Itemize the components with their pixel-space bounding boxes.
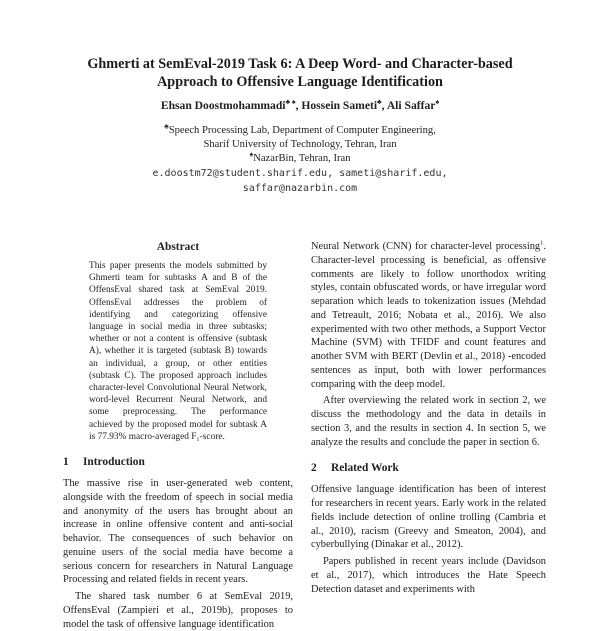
affiliation-mark: ♠ <box>435 98 440 107</box>
affiliation-mark: ♣ <box>164 122 169 131</box>
related-paragraph: Papers published in recent years include (Davidson et al., 2017), which introduces the Hate Speech Detection dataset and experiments with <box>311 556 546 595</box>
author-name: Hossein Sameti <box>301 99 378 112</box>
author-name: Ali Saffar <box>386 99 436 112</box>
affiliation-line: ♠NazarBin, Tehran, Iran <box>249 150 351 164</box>
email-line: saffar@nazarbin.com <box>242 183 358 194</box>
section-heading-related-work <box>311 461 546 475</box>
right-column <box>311 240 546 596</box>
author-line <box>40 99 560 113</box>
affiliation-line: ♣Speech Processing Lab, Department of Computer Engineering, <box>164 122 436 136</box>
section-number: 1 <box>63 456 69 469</box>
abstract-heading: Abstract <box>156 241 200 253</box>
paper-title: Ghmerti at SemEval-2019 Task 6: A Deep Word- and Character-based Approach to Offensive Language Identification <box>87 56 513 90</box>
intro-paragraph: The massive rise in user-generated web content, alongside with the freedom of speech in social media and anonymity of the users has brought about an increase in online offensive content and anti-social behavior. The consequences of such behavior on genuine users of the social media have become a serious concern for researchers in Natural Language Processing and related fields in recent years. <box>63 478 293 586</box>
cnn-paragraph: Neural Network (CNN) for character-level processing$^1$. Character-level processing is beneficial, as offensive comments are likely to follow unorthodox writing styles, contain obfuscated words, or have irregular word separation which leads to tokenization issues (Mehdad and Tetreault, 2016; Nobata et al., 2016). We also experimented with two other methods, a Support Vector Machine (SVM) with TFIDF and count features and another SVM with BERT (Devlin et al., 2018) -encoded sentences as input, both with lower performances comparing with the deep model. <box>311 239 546 390</box>
intro-paragraph: The shared task number 6 at SemEval 2019, OffensEval (Zampieri et al., 2019b), proposes to model the task of offensive language identification <box>63 591 293 630</box>
section-number: 2 <box>311 462 317 475</box>
footnote-mark: 1 <box>540 239 544 247</box>
section-title: Related Work <box>331 462 399 475</box>
section-title: Introduction <box>83 456 145 469</box>
email-line: e.doostm72@student.sharif.edu, sameti@sharif.edu, <box>152 168 448 179</box>
abstract-text: This paper presents the models submitted by Ghmerti team for subtasks A and B of the OffensEval shared task at SemEval 2019. OffensEval addresses the problem of identifying and categorizing offensive language in social media in three subtasks; whether or not a content is offensive (subtask A), whether it is targeted (subtask B) towards an individual, a group, or other entities (subtask C). The proposed approach includes character-level Convolutional Neural Network, word-level Recurrent Neural Network, and some preprocessing. The performance achieved by the proposed model for subtask A is 77.93% macro-averaged F₁-score. <box>89 261 267 442</box>
author-name: Ehsan Doostmohammadi <box>160 99 286 112</box>
affiliation-line: Sharif University of Technology, Tehran, Iran <box>203 139 397 150</box>
affiliation-mark: ♣ ♠ <box>285 98 296 107</box>
affiliation-mark: ♠ <box>249 150 254 159</box>
author-separator: , <box>381 99 387 112</box>
author-separator: , <box>295 99 302 112</box>
related-paragraph: Offensive language identification has been of interest for researchers in recent years. Early work in the related fields include detection of online trolling (Cambria et al., 2010), racism (Greevy and Smeaton, 2004), and cyberbullying (Dinakar et al., 2012). <box>311 484 546 551</box>
overview-paragraph: After overviewing the related work in section 2, we discuss the methodology and the data in details in section 3, and the results in section 4. In section 5, we analyze the results and conclude the paper in section 6. <box>311 395 546 448</box>
affiliation-mark: ♣ <box>377 98 382 107</box>
left-column <box>63 240 293 631</box>
section-heading-introduction <box>63 455 293 469</box>
